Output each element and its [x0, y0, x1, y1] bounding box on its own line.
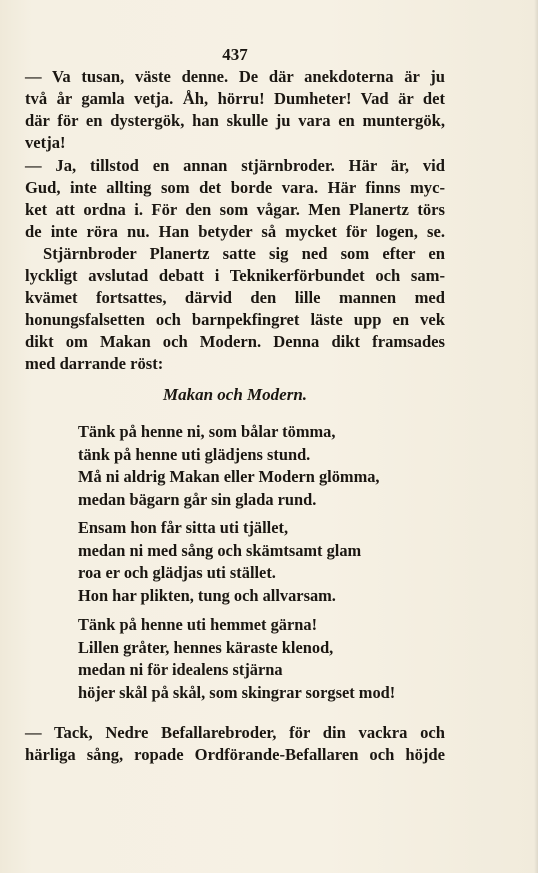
poem-line: Må ni aldrig Makan eller Modern glömma,: [78, 467, 380, 486]
poem-stanza-1: [78, 421, 380, 511]
poem-line: Tänk på henne uti hemmet gärna!: [78, 615, 318, 634]
text-line: — Va tusan, väste denne. De där anekdoterna är ju: [25, 67, 445, 86]
poem-line: medan bägarn går sin glada rund.: [78, 489, 317, 509]
page-edge-shadow: [534, 0, 538, 873]
paragraph-4: [25, 722, 445, 766]
text-line: Stjärnbroder Planertz satte sig ned som efter en: [43, 244, 445, 263]
text-line: två år gamla vetja. Åh, hörru! Dumheter! Vad är det: [25, 89, 445, 108]
text-line: vetja!: [25, 133, 66, 152]
page-number: 437: [222, 45, 248, 64]
text-line: dikt om Makan och Modern. Denna dikt framsades: [25, 332, 445, 351]
poem-line: roa er och glädjas uti stället.: [78, 563, 276, 582]
paragraph-1: [25, 66, 445, 154]
poem-line: medan ni med sång och skämtsamt glam: [78, 540, 362, 560]
poem-stanza-2: [78, 517, 361, 607]
paragraph-2: [25, 155, 445, 243]
text-line: där för en dystergök, han skulle ju vara en muntergök,: [25, 111, 445, 130]
text-line: lyckligt avslutad debatt i Teknikerförbundet och sam-: [25, 266, 445, 285]
text-line: de inte röra nu. Han betyder så mycket för logen, se.: [25, 222, 445, 241]
poem-line: Ensam hon får sitta uti tjället,: [78, 518, 289, 537]
poem-stanza-3: [78, 614, 395, 704]
text-line: ket att ordna i. För den som vågar. Men Planertz törs: [25, 200, 445, 219]
text-line: kvämet fortsattes, därvid den lille mannen med: [25, 288, 445, 307]
text-line: Gud, inte allting som det borde vara. Här finns myc-: [25, 178, 445, 197]
poem-title: Makan och Modern.: [162, 385, 308, 404]
poem-line: Tänk på henne ni, som bålar tömma,: [78, 422, 336, 441]
text-line: honungsfalsetten och barnpekfingret läste upp en vek: [25, 310, 445, 329]
poem-line: Lillen gråter, hennes käraste klenod,: [78, 637, 334, 657]
paragraph-3: [25, 243, 445, 375]
text-line: härliga sång, ropade Ordförande-Befallaren och höjde: [25, 745, 445, 764]
poem-line: tänk på henne uti glädjens stund.: [78, 444, 311, 464]
poem-line: medan ni för idealens stjärna: [78, 660, 283, 679]
text-line: — Ja, tillstod en annan stjärnbroder. Här är, vid: [25, 156, 445, 175]
text-line: — Tack, Nedre Befallarebroder, för din vackra och: [25, 723, 445, 742]
text-line: med darrande röst:: [25, 354, 164, 373]
poem-line: Hon har plikten, tung och allvarsam.: [78, 585, 336, 605]
poem-line: höjer skål på skål, som skingrar sorgset mod!: [78, 682, 396, 702]
